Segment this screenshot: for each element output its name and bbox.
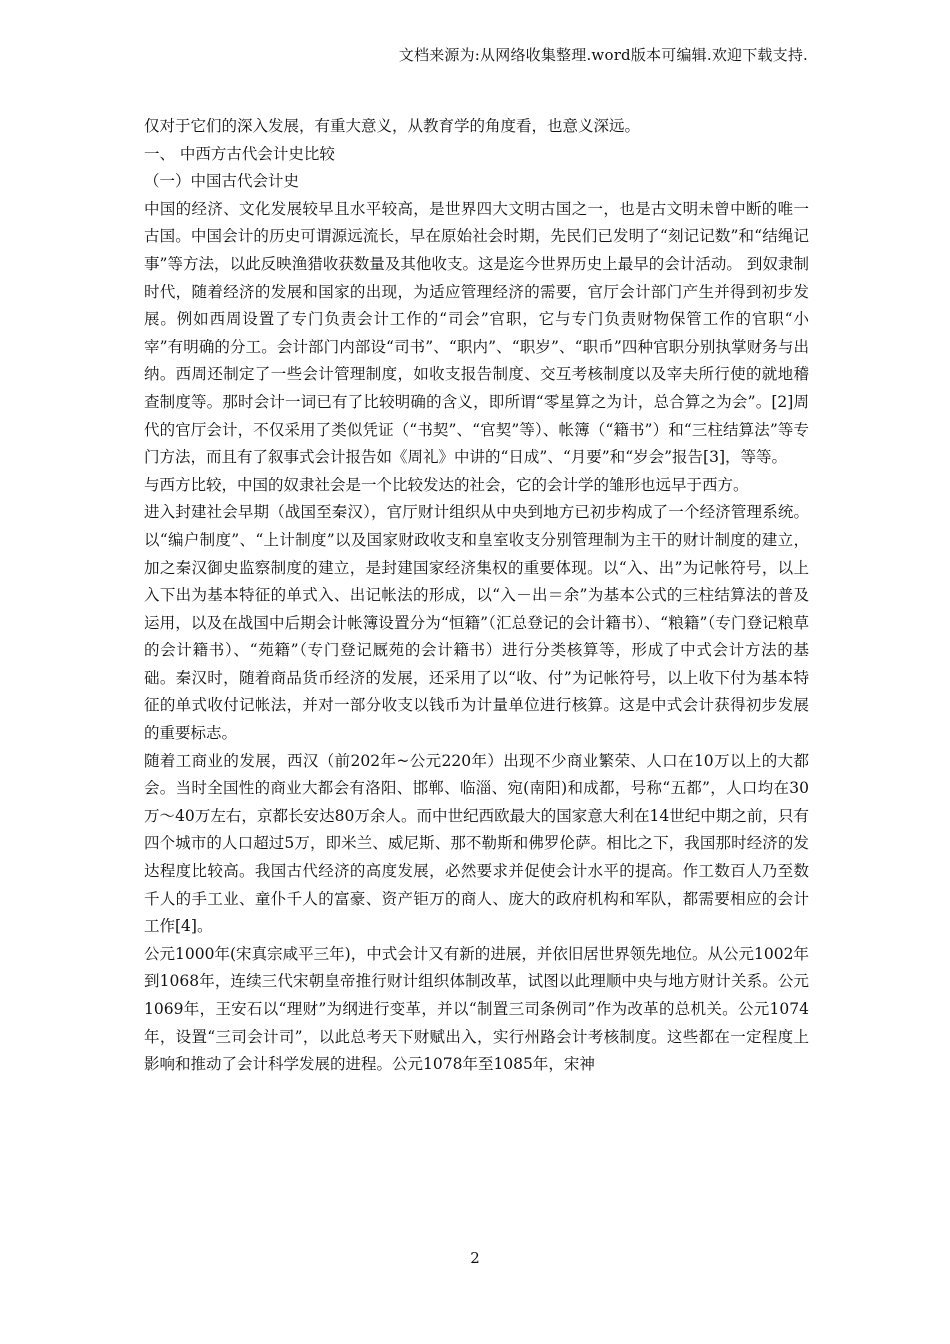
paragraph-continuation: 仅对于它们的深入发展，有重大意义，从教育学的角度看，也意义深远。 bbox=[144, 117, 641, 135]
paragraph-ancient-accounting: 中国的经济、文化发展较早且水平较高，是世界四大文明古国之一，也是古文明未曾中断的唯一古国。中国会计的历史可谓源远流长，早在原始社会时期，先民们已发明了“刻记记数”和“结绳记事”等方法，以此反映渔猎收获数量及其他收支。这是迄今世界历史上最早的会计活动。 到奴隶制时代，随着经济的发展和国家的出现，为适应管理经济的需要，官厅会计部门产生并得到初步发展。例如西周设置了专门负责会计工作的“司会”官职，它与专门负责财物保管工作的官职“小宰”有明确的分工。会计部门内部设“司书”、“职内”、“职岁”、“职币”四种官职分别执掌财务与出纳。西周还制定了一些会计管理制度，如收支报告制度、交互考核制度以及宰夫所行使的就地稽查制度等。那时会计一词已有了比较明确的含义，即所谓“零星算之为计，总合算之为会”。[2]周代的官厅会计，不仅采用了类似凭证（“书契”、“官契”等）、帐簿（“籍书”）和“三柱结算法”等专门方法，而且有了叙事式会计报告如《周礼》中讲的“日成”、“月要”和“岁会”报告[3]，等等。 bbox=[144, 199, 809, 467]
section-heading: 一、 中西方古代会计史比较 bbox=[144, 144, 335, 163]
document-body bbox=[144, 113, 809, 1079]
page-number: 2 bbox=[470, 1249, 480, 1267]
subsection-heading: （一）中国古代会计史 bbox=[144, 172, 300, 191]
paragraph-comparison: 与西方比较，中国的奴隶社会是一个比较发达的社会，它的会计学的雏形也远早于西方。 bbox=[144, 475, 749, 494]
paragraph-feudal-early: 进入封建社会早期（战国至秦汉），官厅财计组织从中央到地方已初步构成了一个经济管理系统。以“编户制度”、“上计制度”以及国家财政收支和皇室收支分别管理制为主干的财计制度的建立，加之秦汉御史监察制度的建立，是封建国家经济集权的重要体现。以“入、出”为记帐符号，以上入下出为基本特征的单式入、出记帐法的形成，以“入－出＝余”为基本公式的三柱结算法的普及运用，以及在战国中后期会计帐簿设置分为“恒籍”（汇总登记的会计籍书）、“粮籍”（专门登记粮草的会计籍书）、“苑籍”（专门登记厩苑的会计籍书）进行分类核算等，形成了中式会计方法的基础。秦汉时，随着商品货币经济的发展，还采用了以“收、付”为记帐符号，以上收下付为基本特征的单式收付记帐法，并对一部分收支以钱币为计量单位进行核算。这是中式会计获得初步发展的重要标志。 bbox=[144, 503, 809, 743]
header-source-note: 文档来源为:从网络收集整理.word版本可编辑.欢迎下载支持. bbox=[398, 46, 808, 64]
paragraph-song-dynasty: 公元1000年(宋真宗咸平三年)，中式会计又有新的进展，并依旧居世界领先地位。从公元1002年到1068年，连续三代宋朝皇帝推行财计组织体制改革，试图以此理顺中央与地方财计关系。公元1069年，王安石以“理财”为纲进行变革，并以“制置三司条例司”作为改革的总机关。公元1074年，设置“三司会计司”，以此总考天下财赋出入，实行州路会计考核制度。这些都在一定程度上影响和推动了会计科学发展的进程。公元1078年至1085年，宋神 bbox=[144, 944, 809, 1074]
paragraph-western-han: 随着工商业的发展，西汉（前202年~公元220年）出现不少商业繁荣、人口在10万以上的大都会。当时全国性的商业大都会有洛阳、邯郸、临淄、宛(南阳)和成都，号称“五都”，人口均在30万～40万左右，京都长安达80万余人。而中世纪西欧最大的国家意大利在14世纪中期之前，只有四个城市的人口超过5万，即米兰、威尼斯、那不勒斯和佛罗伦萨。相比之下，我国那时经济的发达程度比较高。我国古代经济的高度发展，必然要求并促使会计水平的提高。作工数百人乃至数千人的手工业、童仆千人的富豪、资产钜万的商人、庞大的政府机构和军队，都需要相应的会计工作[4]。 bbox=[144, 751, 809, 936]
